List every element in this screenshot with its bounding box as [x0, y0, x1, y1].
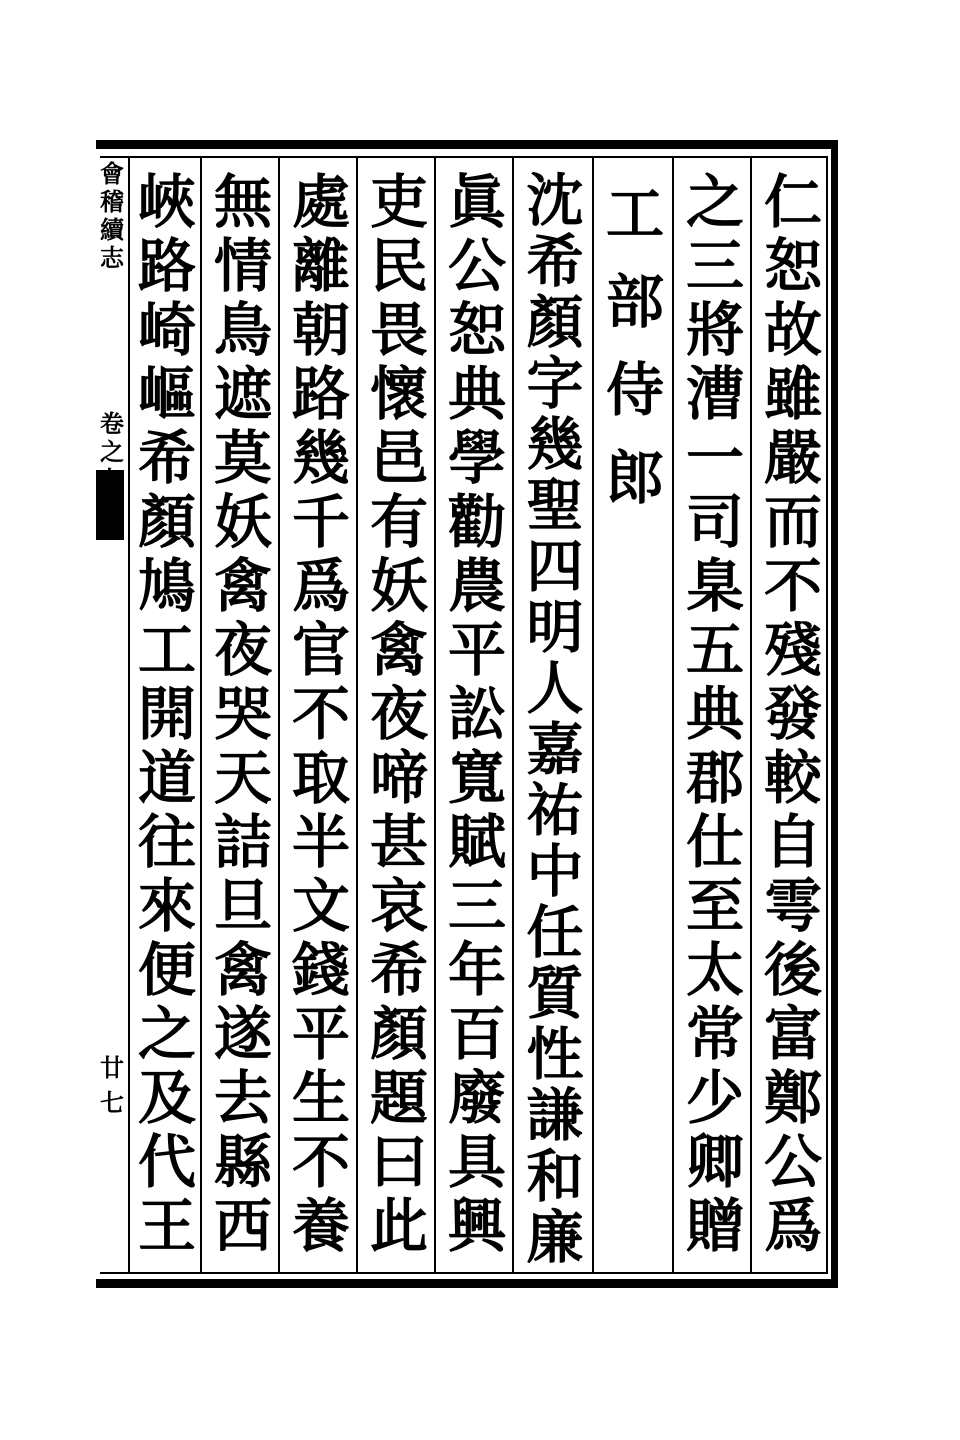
glyph: 鳥 — [213, 296, 272, 364]
glyph: 中 — [526, 838, 584, 905]
glyph: 仕 — [685, 808, 744, 876]
glyph: 畏 — [369, 296, 428, 364]
glyph: 之 — [685, 168, 744, 236]
column-rule — [672, 158, 674, 1274]
text-column-3 — [598, 170, 672, 1270]
glyph: 嚴 — [763, 424, 822, 492]
margin-glyph: 稽 — [100, 187, 124, 216]
glyph: 嘉 — [526, 716, 584, 783]
glyph: 顏 — [137, 488, 196, 556]
glyph: 朝 — [291, 296, 350, 364]
text-column-5 — [440, 170, 514, 1270]
text-column-9 — [130, 170, 204, 1270]
glyph: 寬 — [447, 744, 506, 812]
glyph: 郎 — [605, 444, 664, 512]
glyph: 民 — [369, 232, 428, 300]
glyph: 至 — [685, 872, 744, 940]
glyph: 恕 — [763, 232, 822, 300]
glyph: 勸 — [447, 488, 506, 556]
glyph: 公 — [763, 1128, 822, 1196]
glyph: 養 — [291, 1192, 350, 1260]
glyph: 顏 — [369, 1000, 428, 1068]
glyph: 仁 — [763, 168, 822, 236]
glyph: 雩 — [763, 872, 822, 940]
margin-glyph: 會 — [100, 159, 124, 188]
glyph: 無 — [213, 168, 272, 236]
glyph: 性 — [526, 1021, 584, 1088]
glyph: 嶇 — [137, 360, 196, 428]
glyph: 峽 — [137, 168, 196, 236]
glyph: 有 — [369, 488, 428, 556]
text-column-7 — [284, 170, 358, 1270]
glyph: 典 — [447, 360, 506, 428]
glyph: 哭 — [213, 680, 272, 748]
glyph: 禽 — [213, 552, 272, 620]
glyph: 情 — [213, 232, 272, 300]
glyph: 邑 — [369, 424, 428, 492]
glyph: 處 — [291, 168, 350, 236]
glyph: 爲 — [763, 1192, 822, 1260]
glyph: 而 — [763, 488, 822, 556]
glyph: 質 — [526, 960, 584, 1027]
glyph: 訟 — [447, 680, 506, 748]
glyph: 千 — [291, 488, 350, 556]
glyph: 顏 — [526, 289, 584, 356]
glyph: 鄭 — [763, 1064, 822, 1132]
margin-leaf-number — [98, 1048, 126, 1118]
glyph: 希 — [369, 936, 428, 1004]
glyph: 開 — [137, 680, 196, 748]
glyph: 三 — [447, 872, 506, 940]
glyph: 五 — [685, 616, 744, 684]
glyph: 贈 — [685, 1192, 744, 1260]
margin-glyph: 七 — [100, 1088, 124, 1117]
glyph: 謙 — [526, 1082, 584, 1149]
glyph: 平 — [447, 616, 506, 684]
glyph: 興 — [447, 1192, 506, 1260]
margin-volume — [98, 410, 126, 494]
glyph: 文 — [291, 872, 350, 940]
glyph: 百 — [447, 1000, 506, 1068]
glyph: 眞 — [447, 168, 506, 236]
glyph: 卿 — [685, 1128, 744, 1196]
glyph: 農 — [447, 552, 506, 620]
glyph: 詰 — [213, 808, 272, 876]
glyph: 王 — [137, 1192, 196, 1260]
glyph: 具 — [447, 1128, 506, 1196]
glyph: 鳩 — [137, 552, 196, 620]
glyph: 幾 — [526, 411, 584, 478]
glyph: 不 — [763, 552, 822, 620]
glyph: 司 — [685, 488, 744, 556]
glyph: 路 — [291, 360, 350, 428]
glyph: 廉 — [526, 1204, 584, 1271]
glyph: 遂 — [213, 1000, 272, 1068]
margin-glyph: 廿 — [100, 1053, 124, 1082]
glyph: 明 — [526, 594, 584, 661]
glyph: 三 — [685, 232, 744, 300]
margin-book-title — [98, 160, 126, 272]
glyph: 將 — [685, 296, 744, 364]
glyph: 沈 — [526, 167, 584, 234]
glyph: 較 — [763, 744, 822, 812]
glyph: 官 — [291, 616, 350, 684]
glyph: 西 — [213, 1192, 272, 1260]
glyph: 侍 — [605, 356, 664, 424]
glyph: 學 — [447, 424, 506, 492]
glyph: 幾 — [291, 424, 350, 492]
glyph: 少 — [685, 1064, 744, 1132]
glyph: 甚 — [369, 808, 428, 876]
glyph: 生 — [291, 1064, 350, 1132]
margin-glyph: 之 — [100, 437, 124, 466]
glyph: 天 — [213, 744, 272, 812]
glyph: 雖 — [763, 360, 822, 428]
glyph: 之 — [137, 1000, 196, 1068]
glyph: 殘 — [763, 616, 822, 684]
glyph: 賦 — [447, 808, 506, 876]
glyph: 希 — [526, 228, 584, 295]
glyph: 不 — [291, 1128, 350, 1196]
glyph: 任 — [526, 899, 584, 966]
margin-glyph: 續 — [100, 215, 124, 244]
glyph: 禽 — [213, 936, 272, 1004]
glyph: 夜 — [213, 616, 272, 684]
glyph: 祐 — [526, 777, 584, 844]
glyph: 縣 — [213, 1128, 272, 1196]
glyph: 發 — [763, 680, 822, 748]
margin-glyph: 卷 — [100, 409, 124, 438]
glyph: 工 — [605, 180, 664, 248]
glyph: 遮 — [213, 360, 272, 428]
glyph: 聖 — [526, 472, 584, 539]
text-column-2 — [678, 170, 752, 1270]
glyph: 臬 — [685, 552, 744, 620]
glyph: 爲 — [291, 552, 350, 620]
glyph: 旦 — [213, 872, 272, 940]
glyph: 啼 — [369, 744, 428, 812]
glyph: 字 — [526, 350, 584, 417]
glyph: 此 — [369, 1192, 428, 1260]
margin-glyph: 七 — [100, 465, 124, 494]
glyph: 工 — [137, 616, 196, 684]
glyph: 一 — [685, 424, 744, 492]
glyph: 典 — [685, 680, 744, 748]
glyph: 離 — [291, 232, 350, 300]
glyph: 崎 — [137, 296, 196, 364]
glyph: 太 — [685, 936, 744, 1004]
glyph: 往 — [137, 808, 196, 876]
glyph: 題 — [369, 1064, 428, 1132]
glyph: 半 — [291, 808, 350, 876]
glyph: 不 — [291, 680, 350, 748]
glyph: 常 — [685, 1000, 744, 1068]
glyph: 和 — [526, 1143, 584, 1210]
glyph: 莫 — [213, 424, 272, 492]
glyph: 自 — [763, 808, 822, 876]
glyph: 妖 — [213, 488, 272, 556]
glyph: 懷 — [369, 360, 428, 428]
glyph: 漕 — [685, 360, 744, 428]
glyph: 希 — [137, 424, 196, 492]
text-column-6 — [362, 170, 436, 1270]
glyph: 平 — [291, 1000, 350, 1068]
glyph: 哀 — [369, 872, 428, 940]
glyph: 四 — [526, 533, 584, 600]
glyph: 道 — [137, 744, 196, 812]
glyph: 代 — [137, 1128, 196, 1196]
glyph: 恕 — [447, 296, 506, 364]
glyph: 路 — [137, 232, 196, 300]
glyph: 部 — [605, 268, 664, 336]
text-column-8 — [206, 170, 280, 1270]
glyph: 來 — [137, 872, 196, 940]
text-column-4 — [518, 167, 592, 1271]
glyph: 郡 — [685, 744, 744, 812]
glyph: 取 — [291, 744, 350, 812]
glyph: 吏 — [369, 168, 428, 236]
glyph: 禽 — [369, 616, 428, 684]
glyph: 人 — [526, 655, 584, 722]
glyph: 後 — [763, 936, 822, 1004]
glyph: 夜 — [369, 680, 428, 748]
glyph: 去 — [213, 1064, 272, 1132]
glyph: 錢 — [291, 936, 350, 1004]
glyph: 妖 — [369, 552, 428, 620]
glyph: 廢 — [447, 1064, 506, 1132]
glyph: 年 — [447, 936, 506, 1004]
margin-glyph: 志 — [100, 243, 124, 272]
glyph: 富 — [763, 1000, 822, 1068]
text-column-1 — [756, 170, 830, 1270]
glyph: 公 — [447, 232, 506, 300]
column-rule — [592, 158, 594, 1274]
glyph: 及 — [137, 1064, 196, 1132]
glyph: 便 — [137, 936, 196, 1004]
glyph: 故 — [763, 296, 822, 364]
glyph: 曰 — [369, 1128, 428, 1196]
